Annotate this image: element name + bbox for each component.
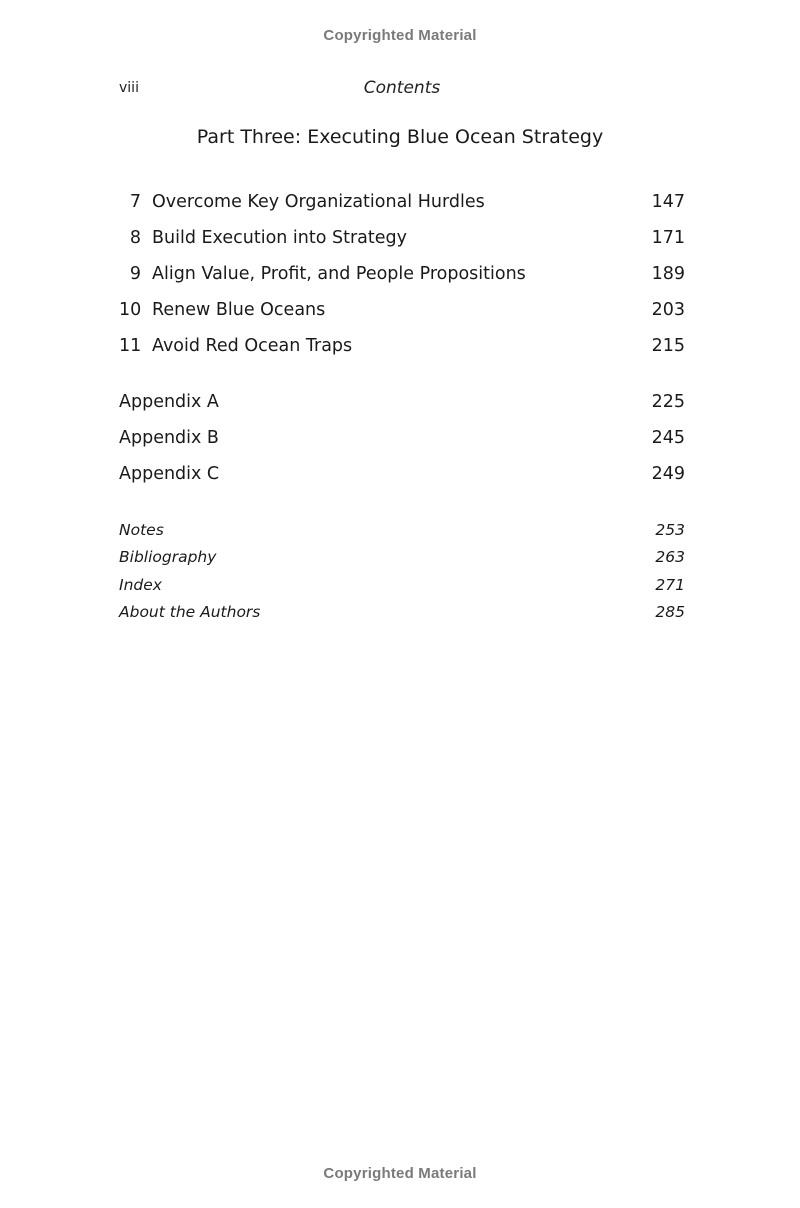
chapter-title: Overcome Key Organizational Hurdles	[152, 192, 485, 212]
back-matter-title: About the Authors	[119, 602, 261, 621]
back-matter-title: Notes	[119, 521, 164, 539]
toc-appendix-entry[interactable]	[119, 427, 685, 463]
chapter-title: Avoid Red Ocean Traps	[152, 336, 353, 356]
appendix-title: Appendix C	[119, 464, 220, 484]
appendix-page: 245	[651, 428, 685, 448]
toc-chapter-entry[interactable]	[119, 299, 685, 335]
chapter-page: 147	[651, 192, 685, 212]
toc-back-matter-entry[interactable]	[119, 602, 685, 629]
chapter-title: Build Execution into Strategy	[152, 228, 407, 248]
appendix-title: Appendix B	[119, 428, 219, 448]
toc-chapter-entry[interactable]	[119, 191, 685, 227]
page-number: viii	[119, 80, 139, 96]
appendix-page: 225	[651, 392, 685, 412]
back-matter-page: 263	[655, 548, 685, 567]
chapter-page: 171	[651, 228, 685, 248]
chapter-number: 7	[129, 192, 141, 212]
toc-chapter-entry[interactable]	[119, 227, 685, 263]
back-matter-page: 271	[655, 575, 685, 594]
copyright-watermark-top: Copyrighted Material	[323, 27, 477, 44]
back-matter-page: 253	[655, 521, 685, 539]
chapter-list	[119, 191, 685, 371]
toc-back-matter-entry[interactable]	[119, 520, 685, 547]
appendix-list	[119, 391, 685, 499]
running-title: Contents	[363, 78, 441, 98]
toc-chapter-entry[interactable]	[119, 263, 685, 299]
part-title: Part Three: Executing Blue Ocean Strategy	[196, 126, 604, 148]
chapter-title: Renew Blue Oceans	[152, 300, 326, 320]
appendix-title: Appendix A	[119, 392, 219, 412]
toc-back-matter-entry[interactable]	[119, 575, 685, 602]
chapter-number: 10	[119, 300, 142, 320]
back-matter-list	[119, 520, 685, 629]
chapter-page: 215	[651, 336, 685, 356]
chapter-number: 9	[129, 264, 141, 284]
toc-chapter-entry[interactable]	[119, 335, 685, 371]
toc-appendix-entry[interactable]	[119, 391, 685, 427]
back-matter-title: Bibliography	[119, 548, 217, 567]
chapter-number: 11	[119, 336, 142, 356]
running-head	[119, 78, 685, 100]
chapter-title: Align Value, Profit, and People Propositions	[152, 264, 526, 284]
appendix-page: 249	[651, 464, 685, 484]
chapter-page: 203	[651, 300, 685, 320]
chapter-page: 189	[651, 264, 685, 284]
chapter-number: 8	[129, 228, 141, 248]
toc-back-matter-entry[interactable]	[119, 547, 685, 574]
copyright-watermark-bottom: Copyrighted Material	[323, 1165, 477, 1182]
toc-appendix-entry[interactable]	[119, 463, 685, 499]
back-matter-title: Index	[119, 575, 162, 594]
back-matter-page: 285	[655, 602, 685, 621]
